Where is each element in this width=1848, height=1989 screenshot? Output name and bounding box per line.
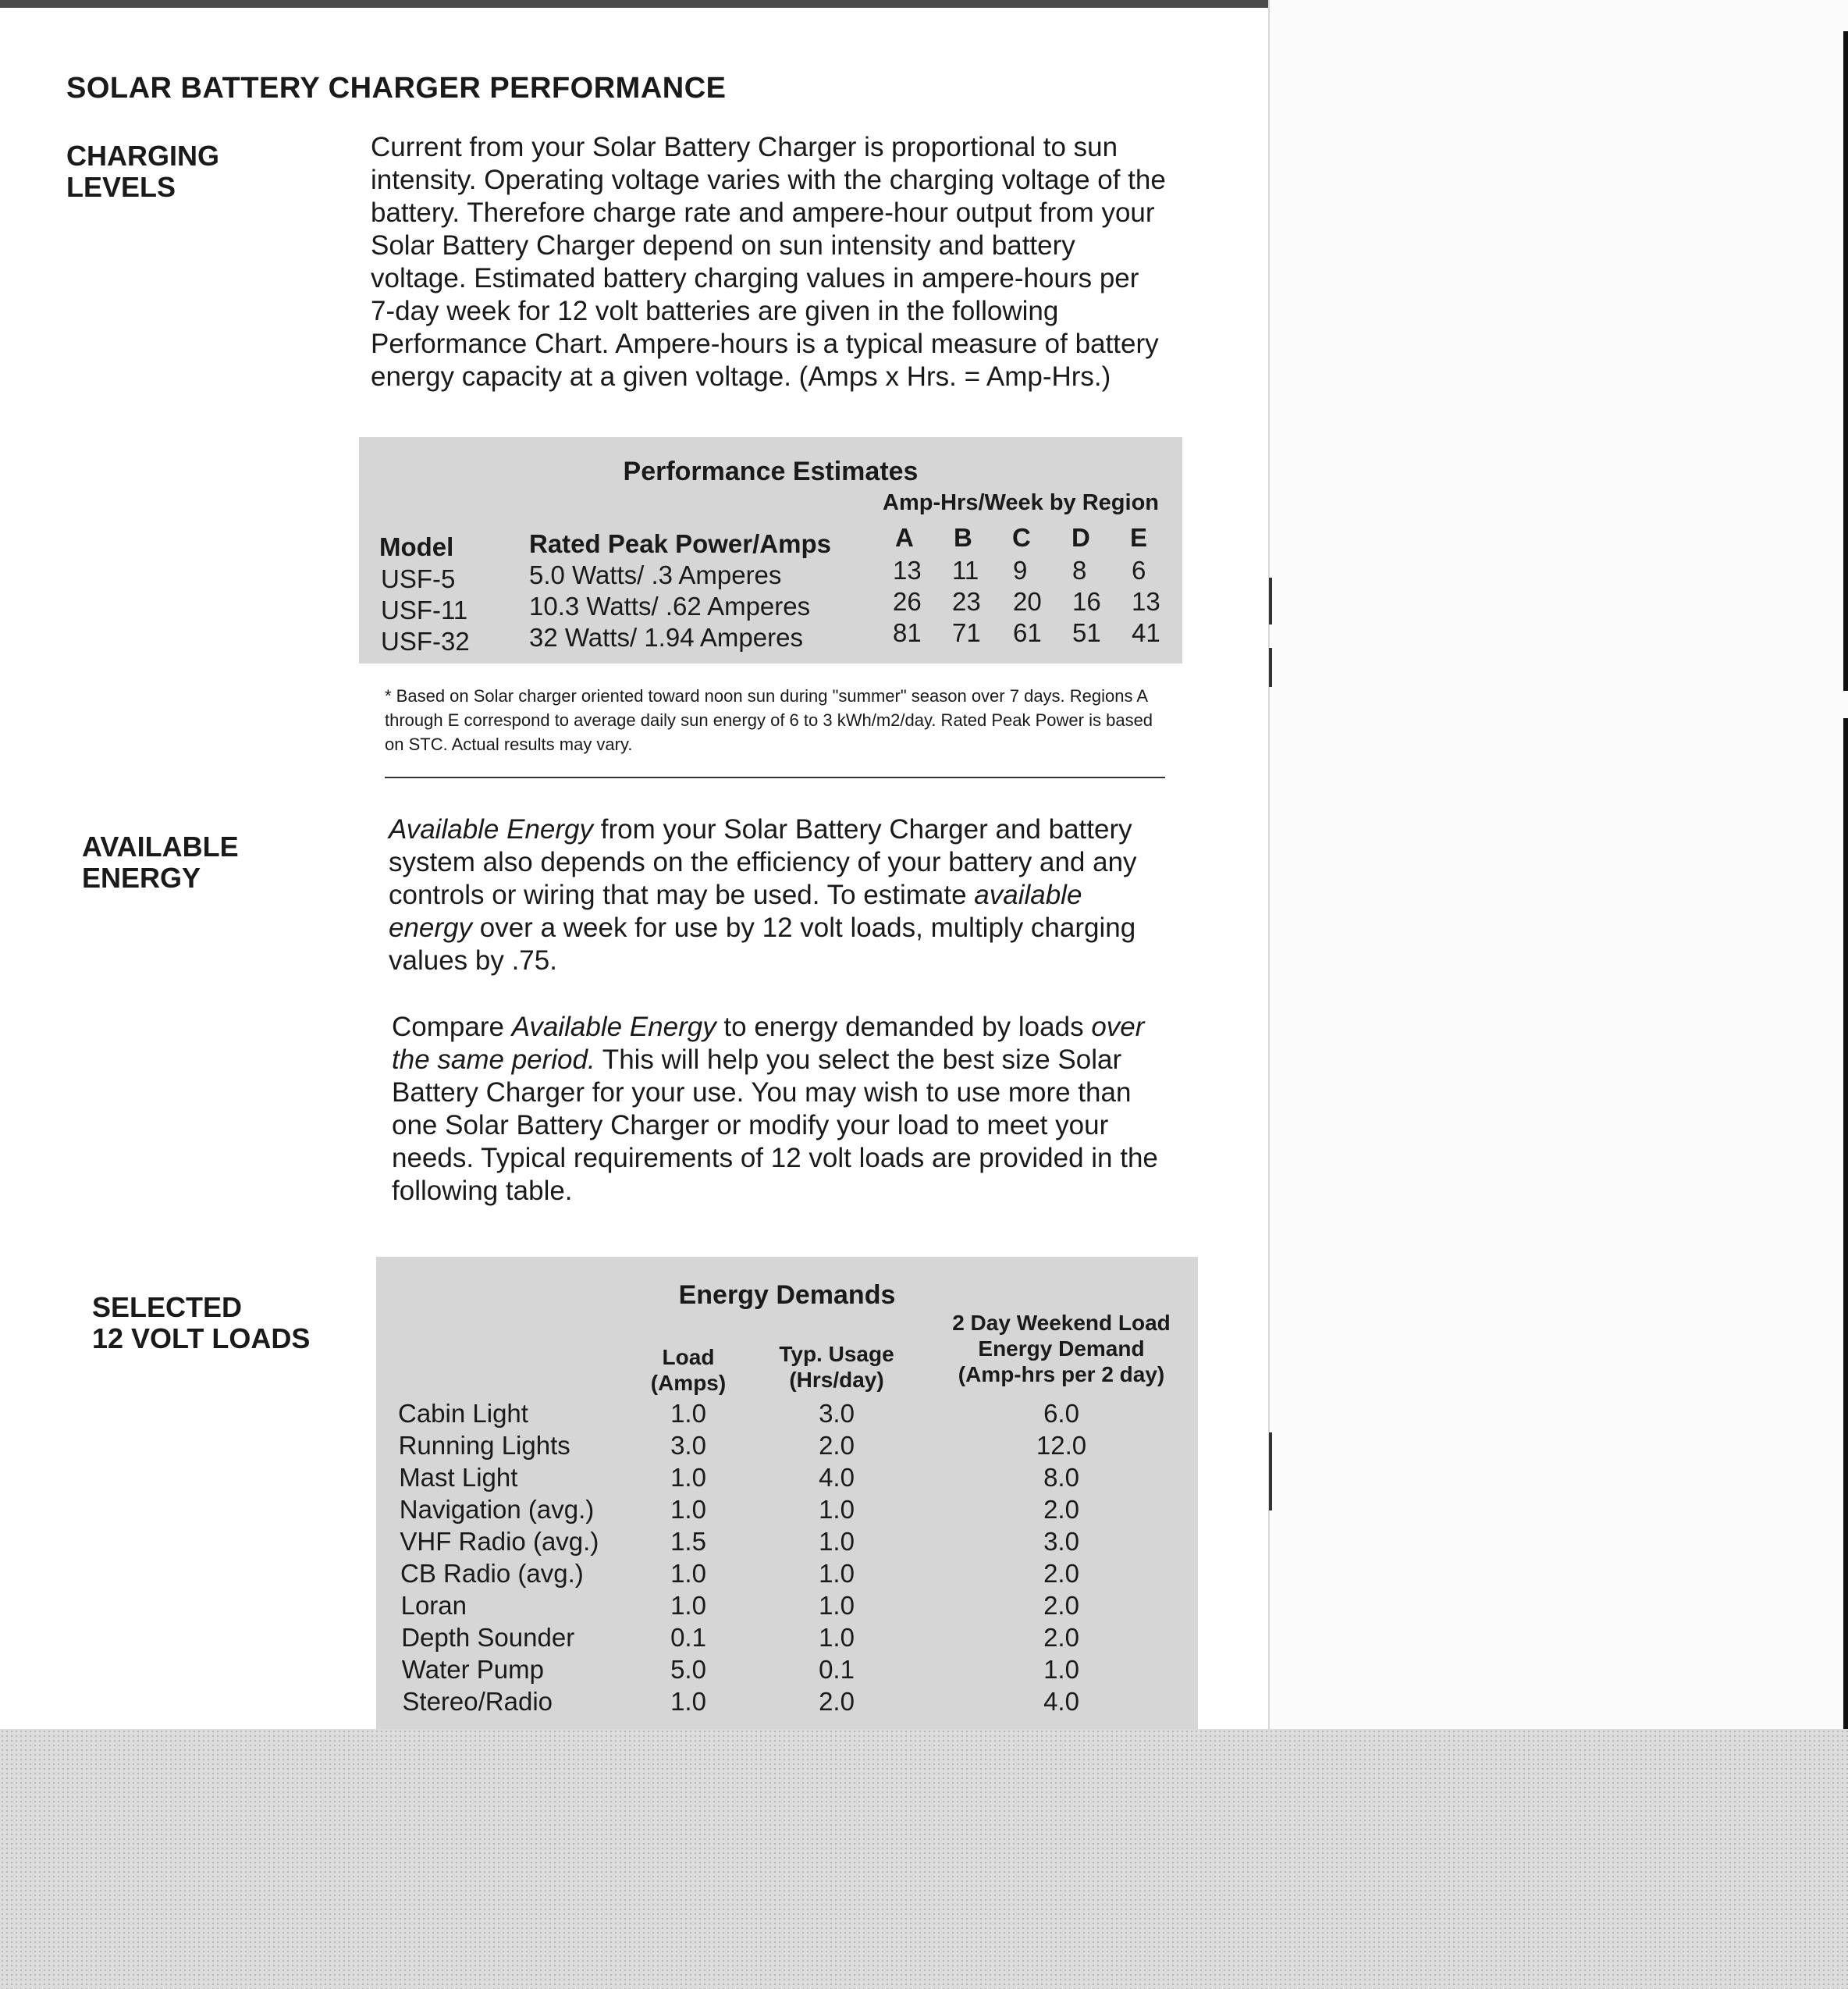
table-cell-load-name: Mast Light — [399, 1463, 518, 1492]
table-cell-value: 41 — [1132, 618, 1160, 647]
table-cell-load-amps: 1.0 — [670, 1559, 706, 1588]
performance-footnote: * Based on Solar charger oriented toward noon sun during "summer" season over 7 days. Regions A through E correspond to average daily sun energy of 6 to 3 kWh/m2/day. Rated Peak Power is based on STC. Actual results may vary. — [385, 686, 1153, 754]
table-cell-demand: 1.0 — [1043, 1655, 1079, 1684]
table-cell-load-amps: 1.0 — [670, 1495, 706, 1524]
table-cell-demand: 2.0 — [1043, 1559, 1079, 1588]
performance-table-title: Performance Estimates — [623, 457, 919, 486]
table-cell-model: USF-5 — [381, 564, 456, 593]
table-cell-load-amps: 1.0 — [670, 1463, 706, 1492]
table-cell-load-amps: 1.0 — [670, 1399, 706, 1428]
table-cell-load-amps: 1.0 — [670, 1687, 706, 1716]
table-cell-usage: 2.0 — [819, 1431, 855, 1460]
table-cell-value: 11 — [952, 556, 979, 585]
page-title: SOLAR BATTERY CHARGER PERFORMANCE — [66, 72, 727, 105]
table-cell-value: 9 — [1013, 556, 1028, 585]
compare-energy-paragraph: Compare Available Energy to energy demanded by loads over the same period. This will help you select the best size Solar Battery Charger for your use. You may wish to use more than one Solar Battery Charger or modify your load to meet your needs. Typical requirements of 12 volt loads are provided in the following table. — [392, 1012, 1158, 1206]
section-divider — [385, 777, 1165, 778]
table-cell-value: 16 — [1072, 587, 1101, 616]
table-cell-usage: 4.0 — [819, 1463, 855, 1492]
column-header-region: C — [1012, 523, 1031, 552]
scan-edge-bar — [1843, 31, 1848, 691]
column-header-region: A — [895, 523, 914, 552]
table-cell-value: 23 — [952, 587, 981, 616]
table-cell-usage: 0.1 — [819, 1655, 855, 1684]
table-cell-load-name: Loran — [400, 1591, 467, 1620]
table-cell-load-name: Navigation (avg.) — [399, 1495, 595, 1524]
table-cell-load-name: Depth Sounder — [401, 1623, 575, 1652]
table-cell-load-amps: 1.0 — [670, 1591, 706, 1620]
table-cell-model: USF-11 — [381, 596, 468, 624]
table-cell-value: 6 — [1132, 556, 1146, 585]
table-cell-usage: 1.0 — [819, 1495, 855, 1524]
energy-table-title: Energy Demands — [678, 1280, 896, 1310]
table-cell-load-amps: 0.1 — [670, 1623, 706, 1652]
table-cell-usage: 1.0 — [819, 1591, 855, 1620]
binding-mark — [1269, 578, 1272, 624]
column-header-demand: 2 Day Weekend Load Energy Demand (Amp-hrs per 2 day) — [952, 1311, 1171, 1386]
table-cell-value: 51 — [1072, 618, 1101, 647]
column-header-load: Load (Amps) — [650, 1345, 727, 1395]
table-cell-load-name: Cabin Light — [398, 1399, 528, 1428]
table-cell-load-amps: 3.0 — [670, 1431, 706, 1460]
section-label-selected-loads: SELECTED 12 VOLT LOADS — [92, 1291, 311, 1354]
table-cell-power: 5.0 Watts/ .3 Amperes — [529, 560, 782, 589]
column-header-region: E — [1130, 523, 1148, 552]
table-cell-power: 10.3 Watts/ .62 Amperes — [529, 592, 811, 621]
column-header-model: Model — [379, 532, 454, 561]
table-cell-power: 32 Watts/ 1.94 Amperes — [529, 623, 803, 652]
table-cell-demand: 2.0 — [1043, 1623, 1079, 1652]
table-cell-load-name: Water Pump — [401, 1655, 544, 1684]
table-cell-usage: 1.0 — [819, 1623, 855, 1652]
table-cell-demand: 12.0 — [1036, 1431, 1087, 1460]
facing-page — [1268, 0, 1848, 1729]
section-label-available-energy: AVAILABLE ENERGY — [82, 831, 239, 894]
table-cell-value: 81 — [893, 618, 922, 647]
table-cell-value: 26 — [893, 587, 922, 616]
table-cell-value: 20 — [1013, 587, 1042, 616]
table-cell-load-name: Stereo/Radio — [402, 1687, 553, 1716]
table-cell-demand: 2.0 — [1043, 1495, 1079, 1524]
binding-mark — [1269, 1432, 1272, 1510]
available-energy-paragraph: Available Energy from your Solar Battery Charger and battery system also depends on the efficiency of your battery and any controls or wiring that may be used. To estimate available energy over a week for use by 12 volt loads, multiply charging values by .75. — [389, 814, 1137, 976]
table-cell-demand: 2.0 — [1043, 1591, 1079, 1620]
table-cell-value: 8 — [1072, 556, 1087, 585]
table-cell-load-name: CB Radio (avg.) — [400, 1559, 584, 1588]
table-cell-load-amps: 1.5 — [670, 1527, 706, 1556]
table-cell-usage: 2.0 — [819, 1687, 855, 1716]
column-header-usage: Typ. Usage (Hrs/day) — [779, 1342, 894, 1392]
table-cell-load-amps: 5.0 — [670, 1655, 706, 1684]
table-cell-value: 71 — [952, 618, 981, 647]
table-cell-demand: 3.0 — [1043, 1527, 1079, 1556]
table-cell-model: USF-32 — [381, 627, 470, 656]
table-cell-load-name: Running Lights — [398, 1431, 570, 1460]
table-cell-demand: 8.0 — [1043, 1463, 1079, 1492]
scan-top-edge — [0, 0, 1268, 8]
table-cell-demand: 6.0 — [1043, 1399, 1079, 1428]
table-cell-value: 13 — [893, 556, 922, 585]
scan-edge-bar — [1843, 718, 1848, 1729]
table-cell-usage: 1.0 — [819, 1527, 855, 1556]
energy-demands-table — [376, 1257, 1198, 1729]
performance-estimates-table — [359, 437, 1182, 664]
binding-mark — [1269, 648, 1272, 687]
column-header-power: Rated Peak Power/Amps — [529, 529, 831, 558]
table-cell-usage: 1.0 — [819, 1559, 855, 1588]
table-cell-demand: 4.0 — [1043, 1687, 1079, 1716]
scan-background — [0, 1729, 1848, 1989]
column-header-region: D — [1071, 523, 1090, 552]
table-cell-load-name: VHF Radio (avg.) — [400, 1527, 599, 1556]
table-cell-value: 13 — [1132, 587, 1160, 616]
performance-table-subtitle: Amp-Hrs/Week by Region — [883, 490, 1159, 515]
column-header-region: B — [954, 523, 972, 552]
table-cell-value: 61 — [1013, 618, 1042, 647]
table-cell-usage: 3.0 — [819, 1399, 855, 1428]
charging-levels-paragraph: Current from your Solar Battery Charger is proportional to sun intensity. Operating voltage varies with the charging voltage of the battery. Therefore charge rate and ampere-hour output from your Solar Battery Charger depend on sun intensity and battery voltage. Estimated battery charging values in ampere-hours per 7-day week for 12 volt batteries are given in the following Performance Chart. Ampere-hours is a typical measure of battery energy capacity at a given voltage. (Amps x Hrs. = Amp-Hrs.) — [371, 132, 1166, 392]
section-label-charging-levels: CHARGING LEVELS — [66, 140, 219, 203]
